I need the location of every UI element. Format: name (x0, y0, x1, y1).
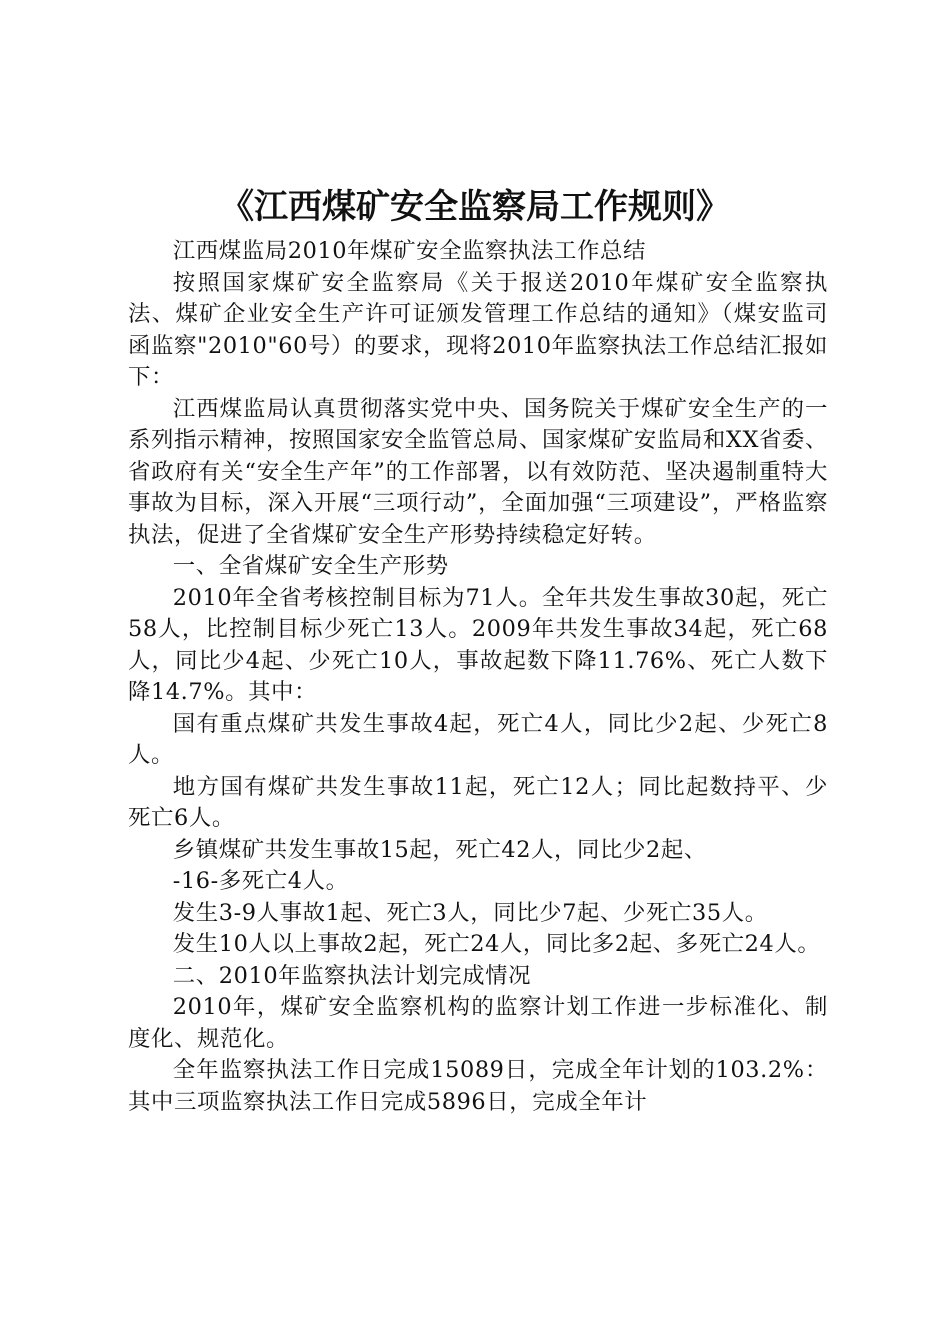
paragraph-3-9-accidents: 发生3-9人事故1起、死亡3人，同比少7起、少死亡35人。 (172, 899, 768, 926)
paragraph-10plus-accidents: 发生10人以上事故2起，死亡24人，同比多2起、多死亡24人。 (172, 931, 821, 957)
section-heading-1: 一、全省煤矿安全生产形势 (172, 553, 449, 579)
paragraph-overview: 江西煤监局认真贯彻落实党中央、国务院关于煤矿安全生产的一系列指示精神，按照国家安全监管总局、国家煤矿安监局和XX省委、省政府有关“安全生产年”的工作部署，以有效防范、坚决遏制重特大事故为目标，深入开展“三项行动”，全面加强“三项建设”，严格监察执法，促进了全省煤矿安全生产形势持续稳定好转。 (128, 395, 828, 548)
paragraph-page-break-fragment: -16-多死亡4人。 (172, 868, 349, 894)
paragraph-state-mines: 国有重点煤矿共发生事故4起，死亡4人，同比少2起、少死亡8人。 (128, 710, 828, 768)
paragraph-subtitle: 江西煤监局2010年煤矿安全监察执法工作总结 (172, 238, 647, 264)
paragraph-local-mines: 地方国有煤矿共发生事故11起，死亡12人；同比起数持平、少死亡6人。 (128, 773, 828, 831)
paragraph-statistics: 2010年全省考核控制目标为71人。全年共发生事故30起，死亡58人，比控制目标少死亡13人。2009年共发生事故34起，死亡68人，同比少4起、少死亡10人，事故起数下降11.76%、死亡人数下降14.7%。其中： (128, 584, 828, 705)
paragraph-township-mines: 乡镇煤矿共发生事故15起，死亡42人，同比少2起、 (172, 836, 707, 863)
document-title: 《江西煤矿安全监察局工作规则》 (220, 187, 730, 227)
paragraph-plan-work: 2010年，煤矿安全监察机构的监察计划工作进一步标准化、制度化、规范化。 (128, 994, 828, 1052)
section-heading-2: 二、2010年监察执法计划完成情况 (172, 962, 532, 989)
document-body (128, 236, 828, 1118)
paragraph-workdays: 全年监察执法工作日完成15089日，完成全年计划的103.2%：其中三项监察执法工作日完成5896日，完成全年计 (128, 1057, 828, 1115)
paragraph-intro: 按照国家煤矿安全监察局《关于报送2010年煤矿安全监察执法、煤矿企业安全生产许可证颁发管理工作总结的通知》（煤安监司函监察"2010"60号）的要求，现将2010年监察执法工作总结汇报如下： (128, 269, 828, 390)
